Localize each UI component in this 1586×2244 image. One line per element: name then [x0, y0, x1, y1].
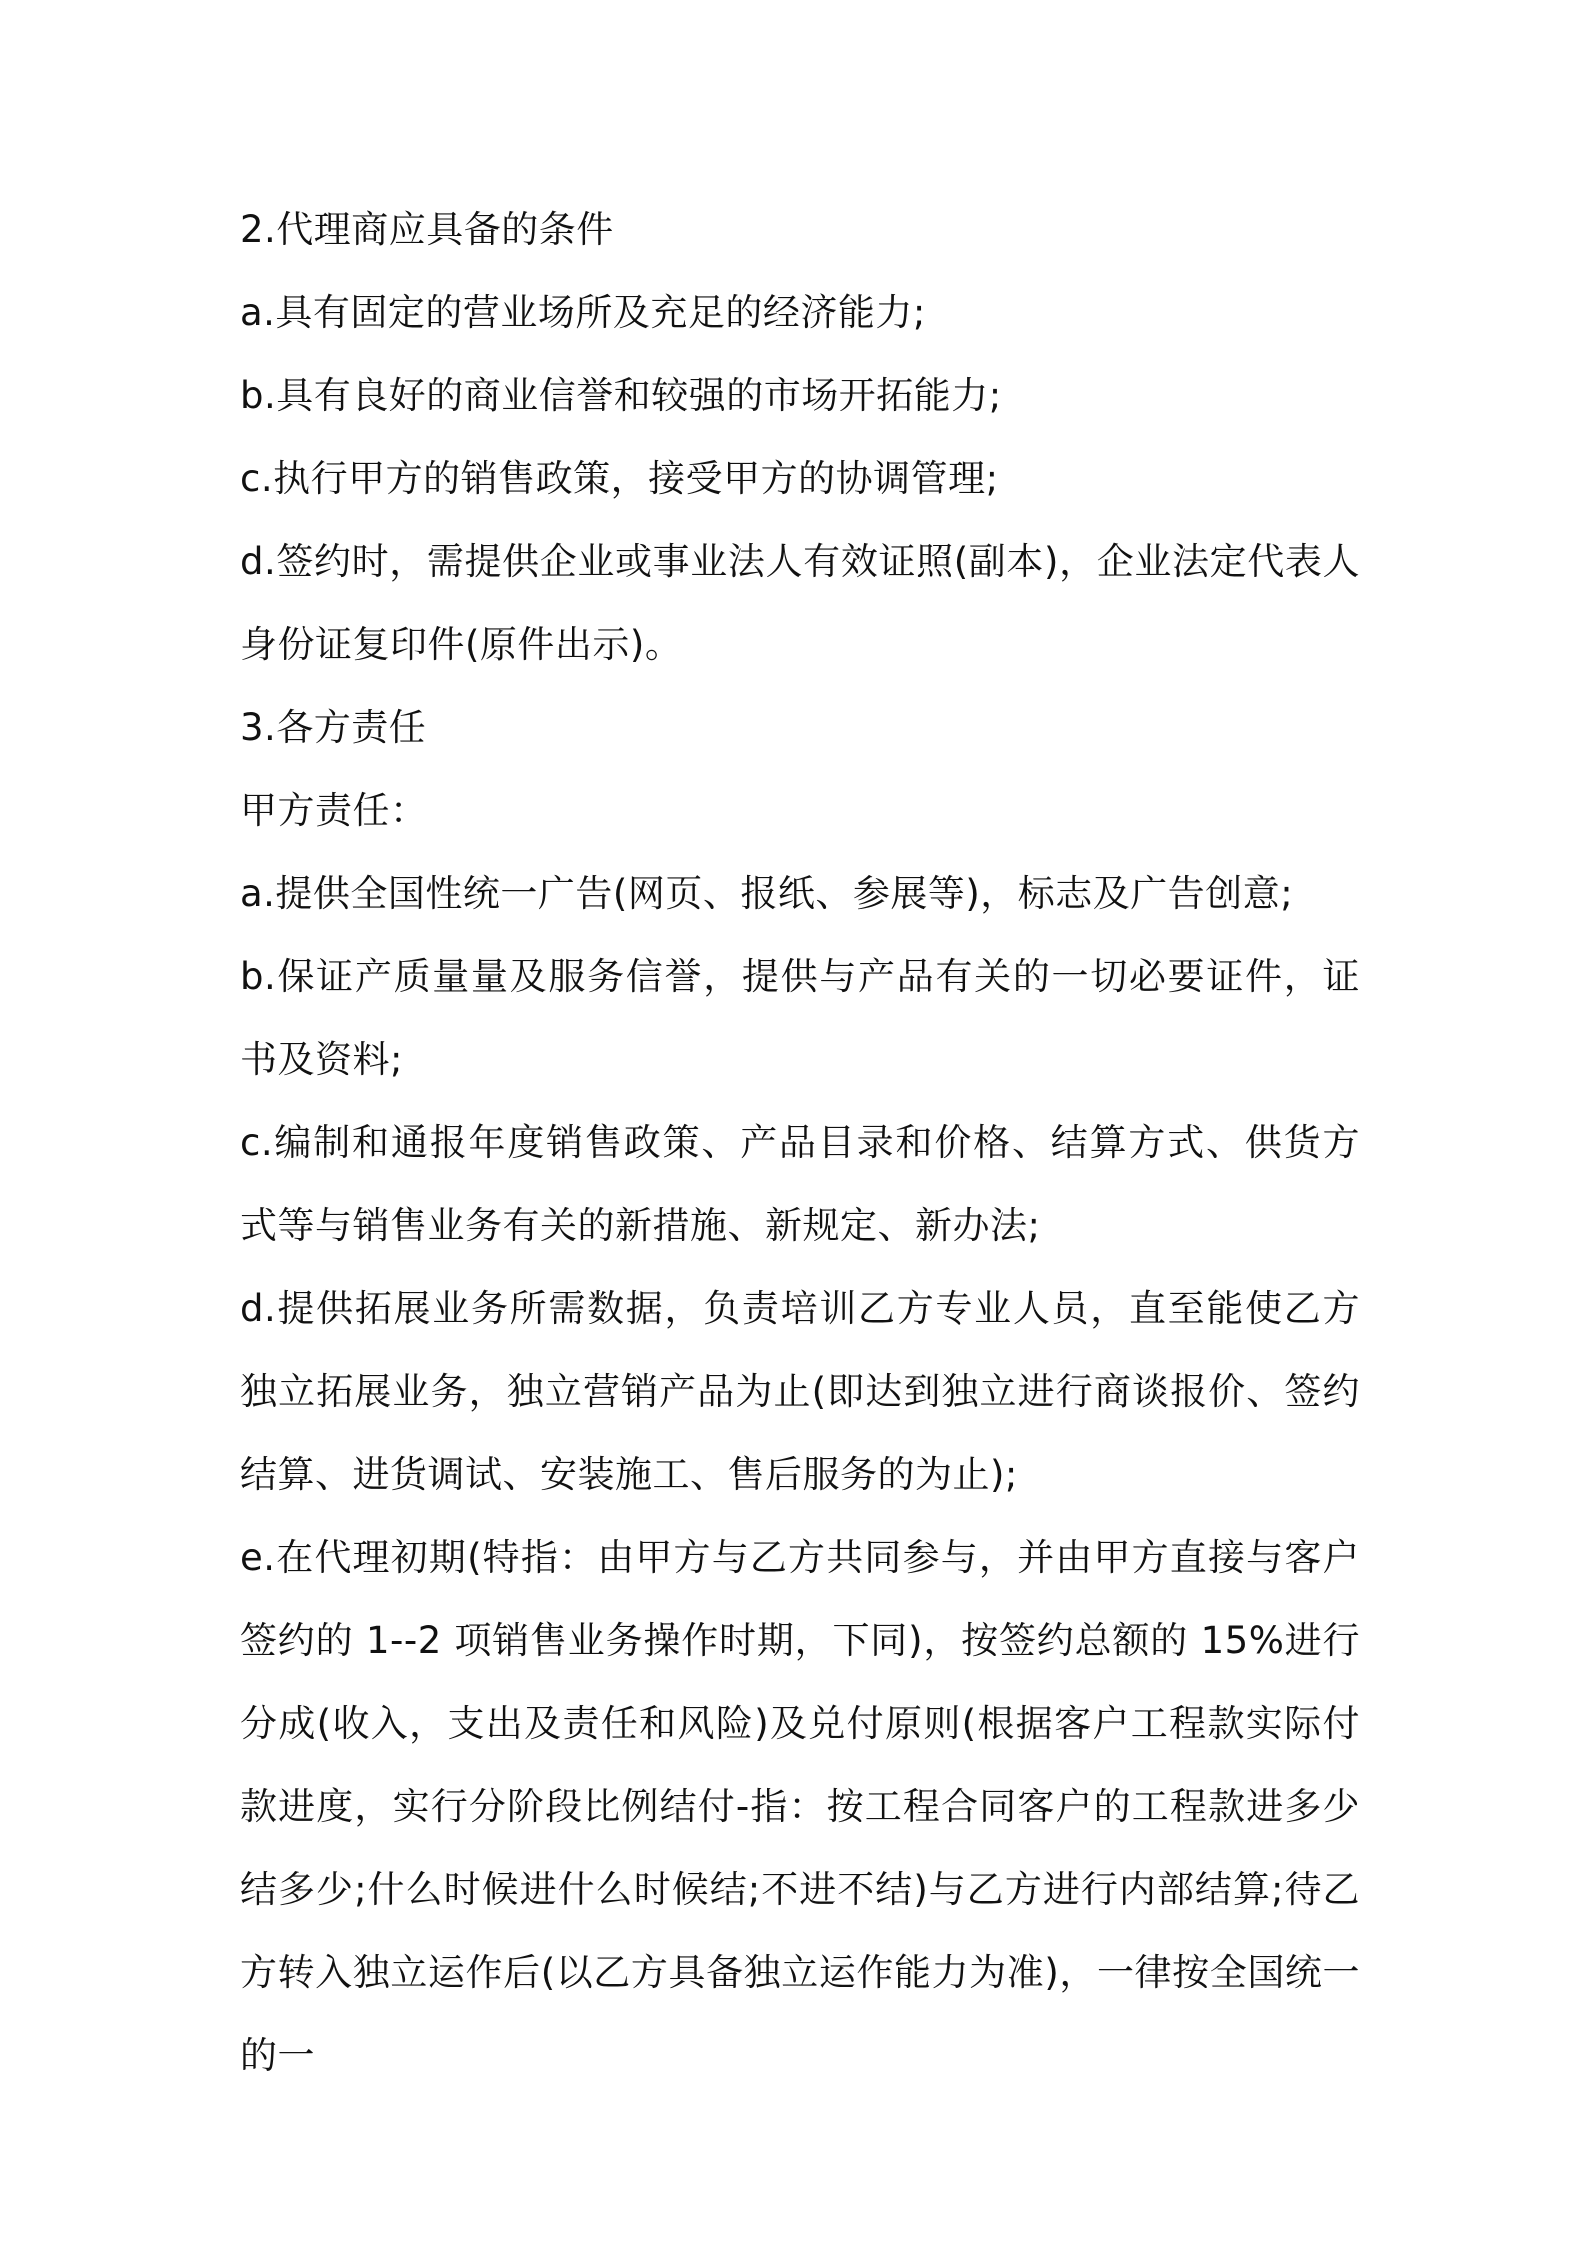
responsibility-item-a: a.提供全国性统一广告(网页、报纸、参展等)，标志及广告创意;: [240, 872, 1294, 915]
condition-item-a: a.具有固定的营业场所及充足的经济能力;: [240, 291, 926, 334]
responsibility-item-d: d.提供拓展业务所需数据，负责培训乙方专业人员，直至能使乙方独立拓展业务，独立营销产品为止(即达到独立进行商谈报价、签约结算、进货调试、安装施工、售后服务的为止);: [240, 1287, 1360, 1496]
section-heading-conditions: 2.代理商应具备的条件: [240, 208, 614, 251]
document-body: [240, 188, 1360, 2097]
condition-item-c: c.执行甲方的销售政策，接受甲方的协调管理;: [240, 457, 999, 500]
condition-item-d: d.签约时，需提供企业或事业法人有效证照(副本)，企业法定代表人身份证复印件(原件出示)。: [240, 540, 1360, 666]
responsibility-item-c: c.编制和通报年度销售政策、产品目录和价格、结算方式、供货方式等与销售业务有关的新措施、新规定、新办法;: [240, 1121, 1360, 1247]
condition-item-b: b.具有良好的商业信誉和较强的市场开拓能力;: [240, 374, 1002, 417]
section-heading-responsibilities: 3.各方责任: [240, 706, 427, 749]
subheading-party-a-responsibilities: 甲方责任：: [240, 789, 428, 832]
responsibility-item-b: b.保证产质量量及服务信誉，提供与产品有关的一切必要证件，证书及资料;: [240, 955, 1360, 1081]
responsibility-item-e: e.在代理初期(特指：由甲方与乙方共同参与，并由甲方直接与客户签约的 1--2 项销售业务操作时期，下同)，按签约总额的 15%进行分成(收入，支出及责任和风险)及兑付原则(根据客户工程款实际付款进度，实行分阶段比例结付-指：按工程合同客户的工程款进多少结多少;什么时候进什么时候结;不进不结)与乙方进行内部结算;待乙方转入独立运作后(以乙方具备独立运作能力为准)，一律按全国统一的一: [240, 1536, 1360, 2077]
